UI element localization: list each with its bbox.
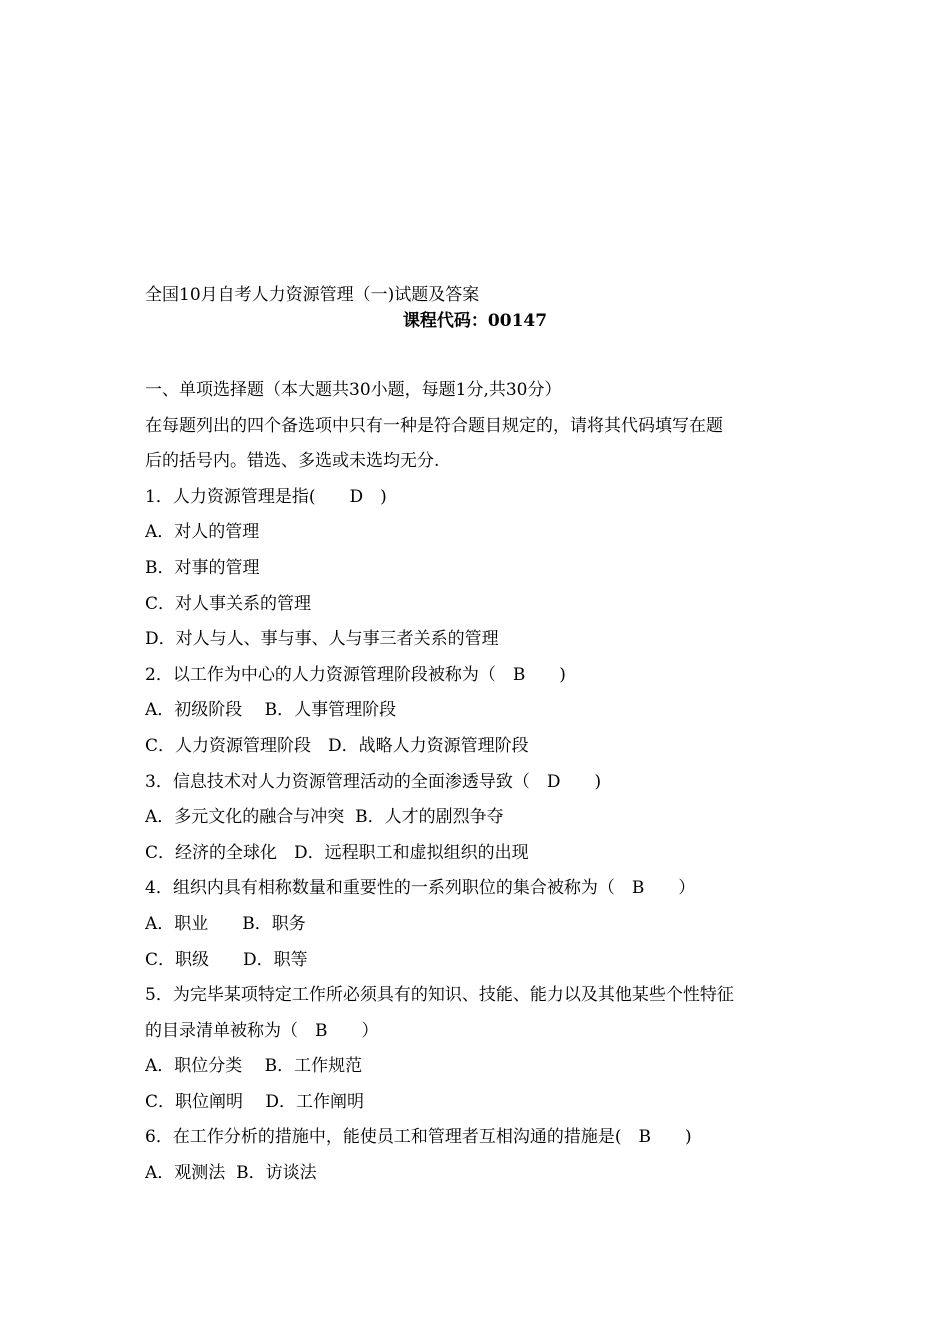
course-code: 课程代码：00147 xyxy=(402,311,548,331)
instruction-line: 后的括号内。错选、多选或未选均无分. xyxy=(145,451,440,472)
option-line: C．职级 D．职等 xyxy=(145,949,308,970)
question-5-continued: 的目录清单被称为（ B ） xyxy=(145,1020,379,1041)
option-line: C．人力资源管理阶段 D．战略人力资源管理阶段 xyxy=(145,735,529,756)
option-line: B．对事的管理 xyxy=(145,557,260,578)
option-line: A．对人的管理 xyxy=(145,522,260,543)
section-heading: 一、单项选择题（本大题共30小题，每题1分,共30分） xyxy=(145,380,562,400)
question-5: 5．为完毕某项特定工作所必须具有的知识、技能、能力以及其他某些个性特征 xyxy=(145,985,734,1006)
document-title: 全国10月自考人力资源管理（一)试题及答案 xyxy=(145,285,480,305)
instruction-line: 在每题列出的四个备选项中只有一种是符合题目规定的，请将其代码填写在题 xyxy=(145,415,723,436)
option-line: C．对人事关系的管理 xyxy=(145,593,312,614)
option-line: D．对人与人、事与事、人与事三者关系的管理 xyxy=(145,629,499,650)
option-line: C．经济的全球化 D．远程职工和虚拟组织的出现 xyxy=(145,842,529,863)
option-line: A．多元文化的融合与冲突 B．人才的剧烈争夺 xyxy=(145,807,504,828)
question-1: 1．人力资源管理是指( D ) xyxy=(145,486,387,507)
question-2: 2．以工作为中心的人力资源管理阶段被称为（ B ) xyxy=(145,664,566,685)
question-6: 6．在工作分析的措施中，能使员工和管理者互相沟通的措施是( B ) xyxy=(145,1127,692,1148)
option-line: A．观测法 B．访谈法 xyxy=(145,1163,317,1184)
document-body xyxy=(145,373,815,1192)
option-line: A．职位分类 B．工作规范 xyxy=(145,1056,363,1077)
option-line: C．职位阐明 D．工作阐明 xyxy=(145,1091,365,1112)
question-4: 4．组织内具有相称数量和重要性的一系列职位的集合被称为（ B ） xyxy=(145,878,696,899)
question-3: 3．信息技术对人力资源管理活动的全面渗透导致（ D ) xyxy=(145,771,602,792)
option-line: A．职业 B．职务 xyxy=(145,913,306,934)
option-line: A．初级阶段 B．人事管理阶段 xyxy=(145,700,397,721)
